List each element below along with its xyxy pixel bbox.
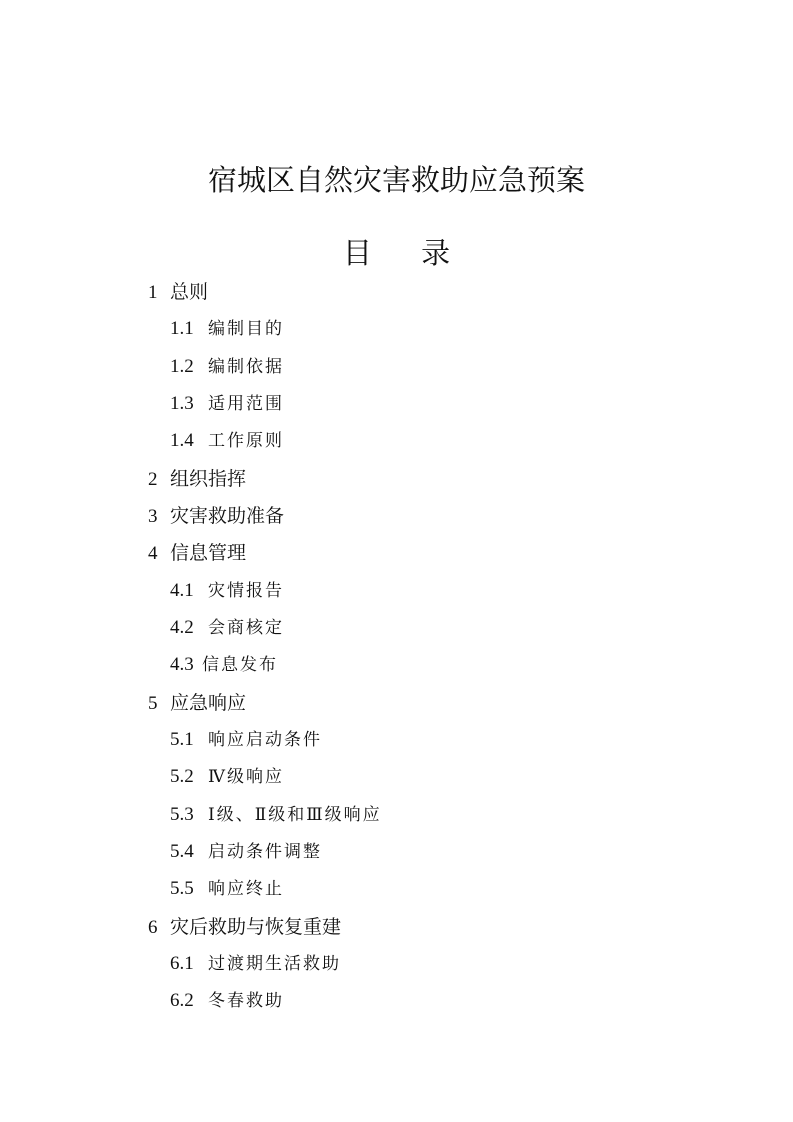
toc-entry-label: 会商核定 <box>208 618 284 638</box>
toc-entry[interactable] <box>170 871 284 907</box>
toc-entry-number: 5 <box>148 693 158 714</box>
toc-entry[interactable] <box>148 461 246 497</box>
toc-entry-label: 适用范围 <box>208 394 284 414</box>
toc-entry-label: 编制目的 <box>208 319 284 339</box>
toc-entry[interactable] <box>170 834 322 870</box>
toc-entry[interactable] <box>148 535 246 571</box>
toc-entry-label: 过渡期生活救助 <box>208 954 341 974</box>
toc-entry-number: 4 <box>148 543 158 564</box>
toc-entry-number: 1.4 <box>170 430 194 451</box>
toc-entry-number: 2 <box>148 469 158 490</box>
toc-entry-number: 3 <box>148 506 158 527</box>
toc-entry[interactable] <box>170 983 284 1019</box>
toc-entry-label: 灾后救助与恢复重建 <box>170 916 342 938</box>
toc-entry[interactable] <box>170 423 284 459</box>
toc-entry-number: 5.4 <box>170 841 194 862</box>
toc-entry-number: 5.3 <box>170 804 194 825</box>
toc-entry-number: 5.5 <box>170 878 194 899</box>
toc-entry-label: 响应启动条件 <box>208 730 322 750</box>
toc-entry-label: 灾情报告 <box>208 581 284 601</box>
toc-entry[interactable] <box>148 498 284 534</box>
toc-entry[interactable] <box>170 759 284 795</box>
toc-entry-number: 1.2 <box>170 356 194 377</box>
toc-entry-number: 5.2 <box>170 766 194 787</box>
toc-entry-number: 1.1 <box>170 318 194 339</box>
toc-entry-number: 4.3 <box>170 654 194 675</box>
toc-entry-label: Ⅰ级、Ⅱ级和Ⅲ级响应 <box>208 805 382 825</box>
toc-entry[interactable] <box>170 946 341 982</box>
toc-entry[interactable] <box>148 909 341 945</box>
toc-entry-label: 信息管理 <box>170 542 247 564</box>
toc-entry-label: 灾害救助准备 <box>170 505 285 527</box>
toc-heading <box>0 232 793 274</box>
toc-entry[interactable] <box>170 386 284 422</box>
toc-entry-label: 应急响应 <box>170 692 247 714</box>
toc-entry-number: 6.2 <box>170 990 194 1011</box>
toc-entry-number: 6 <box>148 917 158 938</box>
toc-entry-number: 1 <box>148 282 158 303</box>
toc-entry-label: Ⅳ级响应 <box>208 767 284 787</box>
toc-entry-label: 冬春救助 <box>208 991 284 1011</box>
toc-entry-label: 启动条件调整 <box>208 842 322 862</box>
toc-entry-label: 信息发布 <box>202 655 278 675</box>
toc-entry-label: 编制依据 <box>208 357 284 377</box>
toc-entry[interactable] <box>170 797 382 833</box>
toc-entry-number: 4.2 <box>170 617 194 638</box>
toc-entry[interactable] <box>170 311 284 347</box>
toc-entry[interactable] <box>148 685 246 721</box>
toc-entry-number: 1.3 <box>170 393 194 414</box>
toc-entry[interactable] <box>170 610 284 646</box>
toc-heading-char-1: 目 <box>342 236 372 270</box>
toc-entry[interactable] <box>148 274 208 310</box>
toc-entry-label: 响应终止 <box>208 879 284 899</box>
toc-entry[interactable] <box>170 573 284 609</box>
toc-entry-label: 工作原则 <box>208 431 284 451</box>
toc-entry-label: 组织指挥 <box>170 468 247 490</box>
toc-entry-number: 4.1 <box>170 580 194 601</box>
document-title: 宿城区自然灾害救助应急预案 <box>207 163 585 197</box>
toc-entry[interactable] <box>170 722 322 758</box>
toc-entry[interactable] <box>170 647 278 683</box>
toc-entry-label: 总则 <box>170 281 209 303</box>
toc-entry[interactable] <box>170 349 284 385</box>
toc-entry-number: 5.1 <box>170 729 194 750</box>
toc-entry-number: 6.1 <box>170 953 194 974</box>
toc-heading-char-2: 录 <box>421 236 451 270</box>
